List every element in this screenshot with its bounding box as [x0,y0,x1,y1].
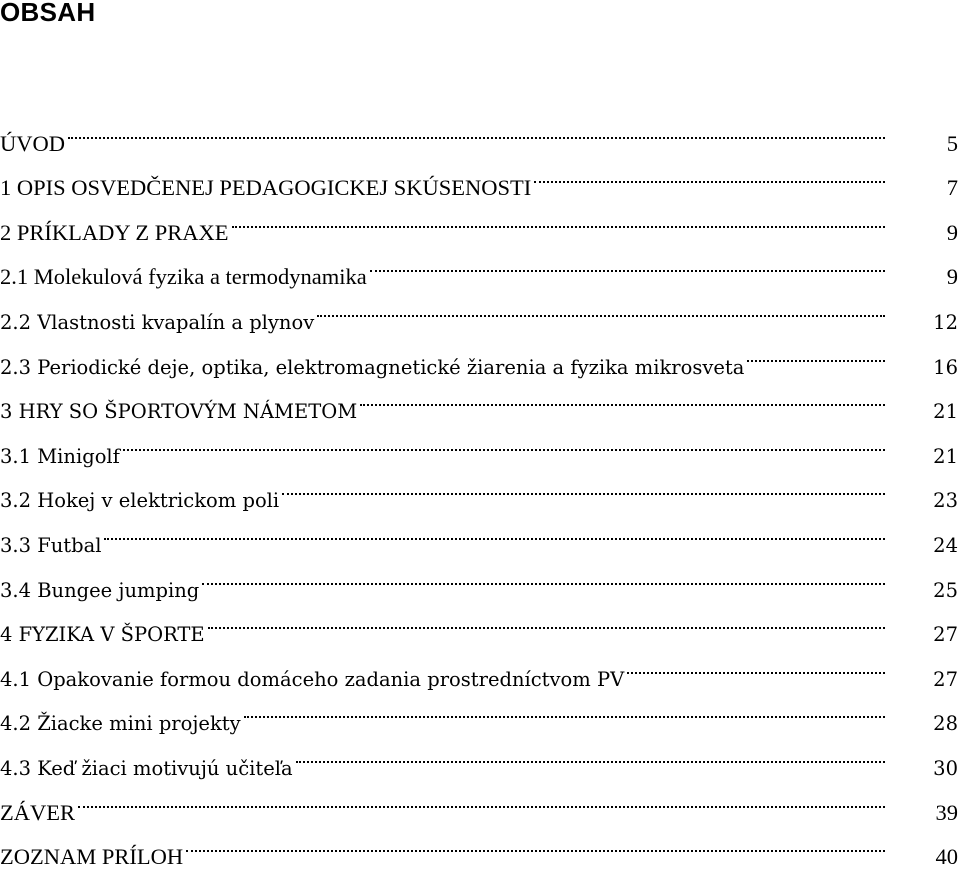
toc-entry-uvod[interactable] [0,106,960,156]
toc-entry-text: 4.3 Keď žiaci motivujú učiteľa [0,756,293,780]
toc-entry-text: 2.1 Molekulová fyzika a termodynamika [0,264,367,290]
toc-entry-text: 3.3 Futbal [0,533,102,557]
dot-leader [282,463,885,508]
toc-entry-text: 1 OPIS OSVEDČENEJ PEDAGOGICKEJ SKÚSENOSTI [0,175,532,201]
table-of-contents [0,106,960,870]
toc-page-number: 7 [946,175,958,201]
dot-leader [68,106,885,151]
dot-leader [534,151,885,196]
dot-leader [370,240,885,285]
toc-entry-opis[interactable] [0,151,960,201]
dot-leader [244,686,885,731]
toc-entry-text: 4 FYZIKA V ŠPORTE [0,623,205,647]
toc-entry-3-3[interactable] [0,507,960,557]
toc-page-number: 39 [935,799,958,825]
toc-entry-text: 2 PRÍKLADY Z PRAXE [0,219,229,245]
toc-entry-text: 3 HRY SO ŠPORTOVÝM NÁMETOM [0,400,358,424]
dot-leader [104,507,885,552]
toc-page-number: 9 [946,219,958,245]
toc-page-number: 40 [935,844,958,870]
toc-entry-text: 3.2 Hokej v elektrickom poli [0,489,280,513]
toc-entry-zaver[interactable] [0,775,960,825]
toc-entry-3-2[interactable] [0,463,960,513]
toc-page-number: 28 [933,712,958,736]
dot-leader [208,597,885,642]
toc-page-number: 12 [933,310,958,334]
toc-page-number: 5 [946,130,958,156]
dot-leader [202,552,885,597]
dot-leader [78,775,885,820]
toc-entry-text: ÚVOD [0,130,65,156]
toc-entry-text: ZÁVER [0,799,75,825]
toc-page-number: 23 [933,489,958,513]
toc-title: OBSAH [0,0,96,27]
toc-entry-3-1[interactable] [0,418,960,468]
toc-entry-zoznam-priloh[interactable] [0,820,960,870]
toc-page-number: 30 [933,756,958,780]
dot-leader [747,329,885,374]
toc-entry-text: 4.1 Opakovanie formou domáceho zadania prostredníctvom PV [0,667,625,691]
dot-leader [296,730,885,775]
toc-entry-3-4[interactable] [0,552,960,602]
dot-leader [627,641,885,686]
toc-entry-text: ZOZNAM PRÍLOH [0,844,184,870]
toc-entry-text: 2.3 Periodické deje, optika, elektromagnetické žiarenia a fyzika mikrosveta [0,355,745,379]
dot-leader [123,418,885,463]
toc-page-number: 27 [933,667,958,691]
toc-page-number: 25 [933,578,958,602]
dot-leader [186,820,885,865]
toc-page-number: 16 [933,355,958,379]
dot-leader [317,284,885,329]
toc-page-number: 21 [933,444,958,468]
toc-entry-text: 3.1 Minigolf [0,444,120,468]
toc-page-number: 27 [933,623,958,647]
dot-leader [360,374,885,419]
toc-entry-text: 3.4 Bungee jumping [0,578,200,602]
toc-entry-text: 2.2 Vlastnosti kvapalín a plynov [0,310,315,334]
toc-entry-text: 4.2 Žiacke mini projekty [0,712,241,736]
toc-page-number: 9 [946,264,958,290]
dot-leader [232,195,885,240]
toc-page-number: 21 [933,400,958,424]
toc-page-number: 24 [933,533,958,557]
